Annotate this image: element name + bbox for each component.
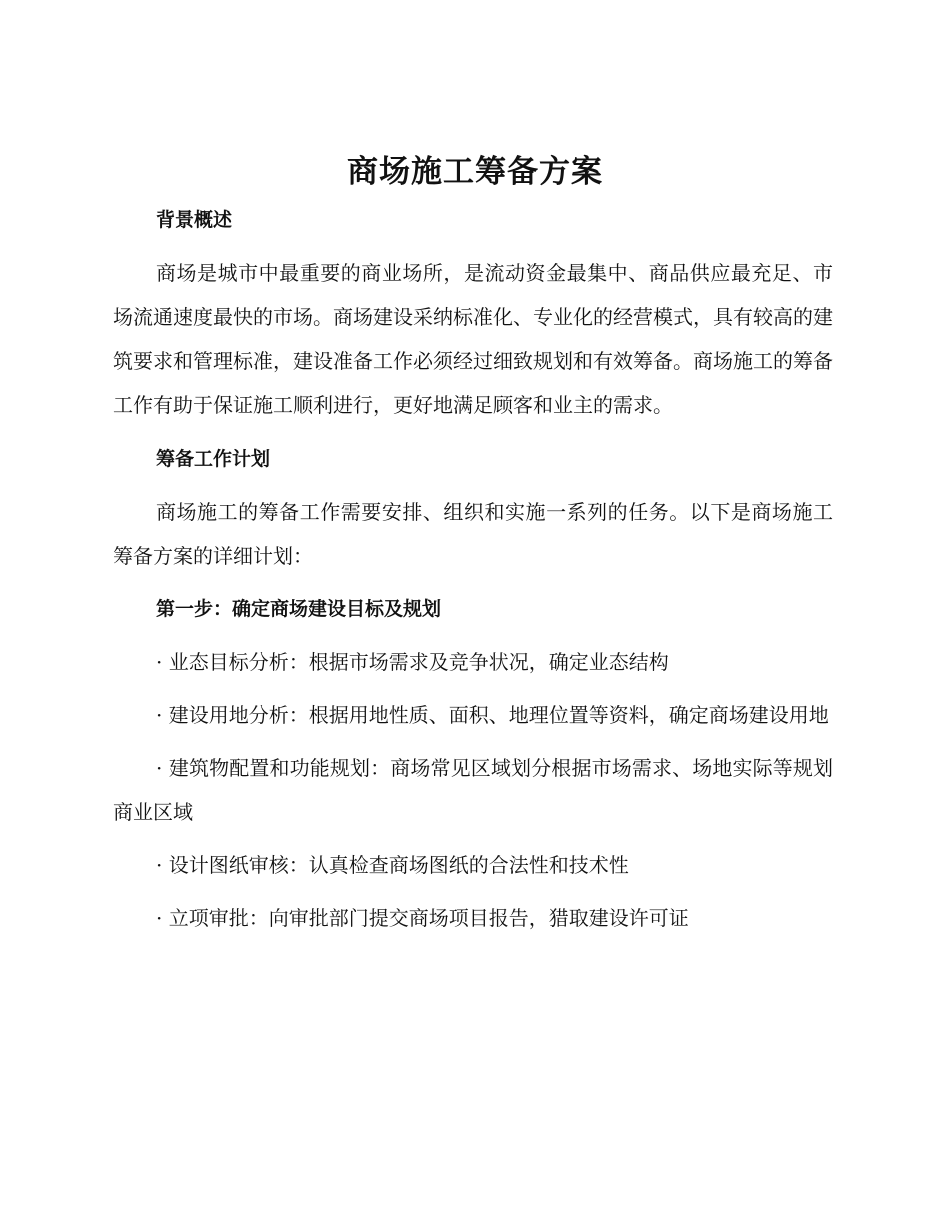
list-item: · 建设用地分析：根据用地性质、面积、地理位置等资料，确定商场建设用地 [156, 703, 829, 727]
section-heading-step1: 第一步：确定商场建设目标及规划 [156, 598, 442, 620]
section-heading-background: 背景概述 [156, 209, 233, 231]
list-item: · 建筑物配置和功能规划：商场常见区域划分根据市场需求、场地实际等规划商业区域 [113, 756, 833, 824]
document-title: 商场施工筹备方案 [347, 154, 603, 190]
list-item: · 立项审批：向审批部门提交商场项目报告，猎取建设许可证 [156, 906, 689, 930]
list-item: · 设计图纸审核：认真检查商场图纸的合法性和技术性 [156, 853, 629, 877]
paragraph-background: 商场是城市中最重要的商业场所，是流动资金最集中、商品供应最充足、市场流通速度最快的市场。商场建设采纳标准化、专业化的经营模式，具有较高的建筑要求和管理标准，建设准备工作必须经过细致规划和有效筹备。商场施工的筹备工作有助于保证施工顺利进行，更好地满足顾客和业主的需求。 [113, 261, 833, 417]
section-heading-plan: 筹备工作计划 [156, 448, 271, 470]
document-body [113, 198, 833, 940]
list-item: · 业态目标分析：根据市场需求及竞争状况，确定业态结构 [156, 650, 669, 674]
paragraph-plan: 商场施工的筹备工作需要安排、组织和实施一系列的任务。以下是商场施工筹备方案的详细计划： [113, 500, 833, 568]
